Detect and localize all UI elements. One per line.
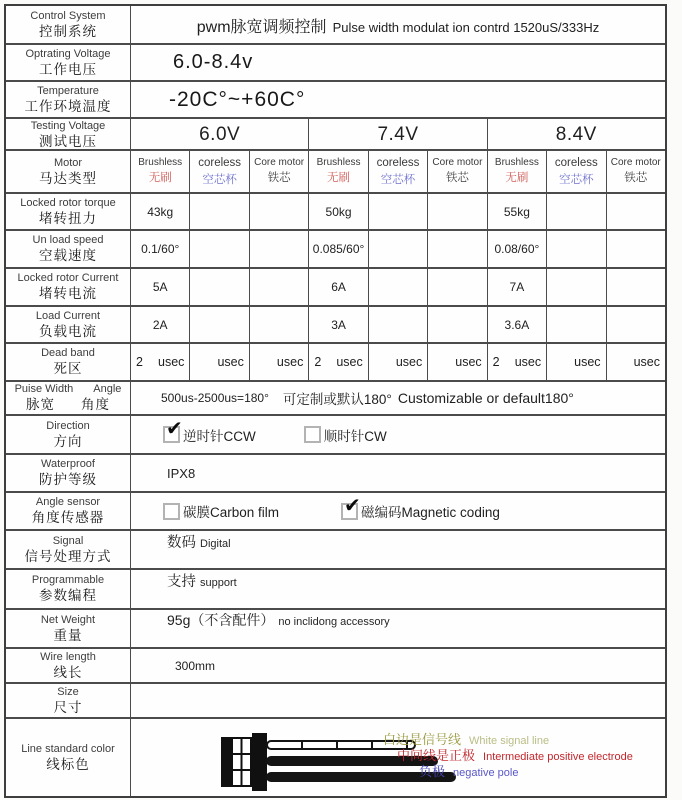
net-weight-value: 95g（不含配件） no inclidong accessory bbox=[130, 610, 665, 647]
testing-voltage-8v: 8.4V bbox=[487, 119, 665, 151]
load-current-8v: 3.6A bbox=[487, 307, 546, 342]
speed-8v: 0.08/60° bbox=[487, 231, 546, 267]
row-header-net-weight: Net Weight 重量 bbox=[40, 613, 96, 643]
stall-current-6v: 5A bbox=[130, 269, 189, 305]
row-line-standard-color bbox=[6, 717, 665, 796]
dead-band-cell: usec bbox=[606, 344, 665, 380]
dead-band-cell: usec bbox=[427, 344, 486, 380]
row-header-size: Size 尺寸 bbox=[53, 685, 83, 715]
row-angle-sensor bbox=[6, 491, 665, 529]
row-header-signal: Signal 信号处理方式 bbox=[24, 534, 112, 564]
row-header-pulse-width: Puise Width Angle 脉宽 角度 bbox=[14, 383, 122, 413]
row-header-wire-length: Wire length 线长 bbox=[40, 650, 96, 680]
checkbox-cw[interactable] bbox=[304, 426, 321, 443]
control-system-value: pwm脉宽调频控制 Pulse width modulat ion contrd 1520uS/333Hz bbox=[130, 6, 665, 43]
row-wire-length bbox=[6, 647, 665, 682]
torque-6v: 43kg bbox=[130, 194, 189, 229]
checkbox-carbon-film[interactable] bbox=[163, 503, 180, 520]
row-testing-voltage bbox=[6, 117, 665, 149]
motor-type-brushless: Brushless 无刷 bbox=[487, 151, 546, 192]
load-current-7v: 3A bbox=[308, 307, 367, 342]
checkbox-ccw[interactable] bbox=[163, 418, 183, 443]
row-temperature bbox=[6, 80, 665, 117]
speed-6v: 0.1/60° bbox=[130, 231, 189, 267]
option-magnetic-coding[interactable]: ✔ 磁编码Magnetic coding bbox=[341, 501, 500, 521]
signal-wire-label: 白边是信号线 White signal line bbox=[383, 732, 550, 747]
row-motor-type bbox=[6, 149, 665, 192]
dead-band-cell: 2 usec bbox=[308, 344, 367, 380]
motor-type-core-motor: Core motor 铁芯 bbox=[606, 151, 665, 192]
spec-table bbox=[4, 4, 667, 798]
pulse-width-value: 500us-2500us=180° 可定制或默认180° Customizable or default180° bbox=[130, 382, 665, 414]
temperature-value: -20C°~+60C° bbox=[130, 82, 665, 117]
row-header-waterproof: Waterproof 防护等级 bbox=[39, 458, 97, 488]
row-header-locked-rotor-torque: Locked rotor torque 堵转扭力 bbox=[20, 196, 116, 226]
dead-band-cell: usec bbox=[546, 344, 605, 380]
wire-length-value: 300mm bbox=[130, 649, 665, 682]
check-icon: ✔ bbox=[166, 418, 183, 440]
row-header-temperature: Temperature 工作环境温度 bbox=[24, 84, 112, 114]
option-carbon-film[interactable]: 碳膜Carbon film bbox=[163, 501, 279, 521]
torque-7v: 50kg bbox=[308, 194, 367, 229]
row-signal bbox=[6, 529, 665, 568]
motor-type-brushless: Brushless 无刷 bbox=[130, 151, 189, 192]
motor-type-coreless: coreless 空芯杯 bbox=[546, 151, 605, 192]
motor-type-coreless: coreless 空芯杯 bbox=[368, 151, 427, 192]
row-header-direction: Direction 方向 bbox=[46, 419, 90, 449]
row-no-load-speed bbox=[6, 229, 665, 267]
dead-band-cell: 2 usec bbox=[130, 344, 189, 380]
load-current-6v: 2A bbox=[130, 307, 189, 342]
angle-sensor-options bbox=[130, 493, 665, 529]
signal-value: 数码 Digital bbox=[130, 531, 665, 568]
option-ccw[interactable]: ✔ 逆时针CCW bbox=[163, 425, 256, 445]
programmable-value: 支持 support bbox=[130, 570, 665, 608]
dead-band-cell: 2 usec bbox=[487, 344, 546, 380]
speed-7v: 0.085/60° bbox=[308, 231, 367, 267]
motor-type-coreless: coreless 空芯杯 bbox=[189, 151, 248, 192]
testing-voltage-7v: 7.4V bbox=[308, 119, 486, 151]
row-header-control-system: Control System 控制系统 bbox=[30, 9, 106, 39]
row-programmable bbox=[6, 568, 665, 608]
operating-voltage-value: 6.0-8.4v bbox=[130, 45, 665, 80]
row-header-angle-sensor: Angle sensor 角度传感器 bbox=[31, 496, 105, 526]
positive-wire-label: 中间线是正极 Intermediate positive electrode bbox=[397, 748, 633, 763]
torque-8v: 55kg bbox=[487, 194, 546, 229]
row-waterproof bbox=[6, 453, 665, 491]
row-header-testing-voltage: Testing Voltage 测试电压 bbox=[30, 120, 106, 150]
row-header-motor-type: Motor 马达类型 bbox=[39, 156, 97, 186]
row-locked-rotor-torque bbox=[6, 192, 665, 229]
direction-options bbox=[130, 416, 665, 453]
row-size bbox=[6, 682, 665, 717]
row-operating-voltage bbox=[6, 43, 665, 80]
row-header-operating-voltage: Optrating Voltage 工作电压 bbox=[25, 47, 111, 77]
dead-band-cell: usec bbox=[249, 344, 308, 380]
dead-band-cell: usec bbox=[368, 344, 427, 380]
row-header-line-standard-color: Line standard color 线标色 bbox=[21, 742, 115, 772]
testing-voltage-6v: 6.0V bbox=[130, 119, 308, 151]
connector-plug-icon bbox=[221, 733, 267, 791]
row-dead-band bbox=[6, 342, 665, 380]
row-header-programmable: Programmable 参数编程 bbox=[31, 574, 105, 604]
check-icon: ✔ bbox=[344, 494, 361, 517]
negative-wire-label: 负极 negative pole bbox=[419, 764, 519, 779]
dead-band-cell: usec bbox=[189, 344, 248, 380]
size-value bbox=[130, 684, 665, 717]
motor-type-core-motor: Core motor 铁芯 bbox=[249, 151, 308, 192]
row-header-locked-rotor-current: Locked rotor Current 堵转电流 bbox=[17, 272, 119, 302]
row-pulse-width bbox=[6, 380, 665, 414]
row-direction bbox=[6, 414, 665, 453]
motor-type-brushless: Brushless 无刷 bbox=[308, 151, 367, 192]
stall-current-8v: 7A bbox=[487, 269, 546, 305]
motor-type-core-motor: Core motor 铁芯 bbox=[427, 151, 486, 192]
option-cw[interactable]: 顺时针CW bbox=[304, 425, 387, 445]
stall-current-7v: 6A bbox=[308, 269, 367, 305]
row-header-dead-band: Dead band 死区 bbox=[41, 347, 95, 377]
row-net-weight bbox=[6, 608, 665, 647]
row-header-load-current: Load Current 负载电流 bbox=[35, 309, 101, 339]
checkbox-magnetic-coding[interactable] bbox=[341, 494, 361, 520]
row-header-no-load-speed: Un load speed 空载速度 bbox=[32, 234, 104, 264]
row-load-current bbox=[6, 305, 665, 342]
wire-color-diagram bbox=[130, 719, 665, 796]
row-locked-rotor-current bbox=[6, 267, 665, 305]
row-control-system bbox=[6, 6, 665, 43]
waterproof-value: IPX8 bbox=[130, 455, 665, 491]
